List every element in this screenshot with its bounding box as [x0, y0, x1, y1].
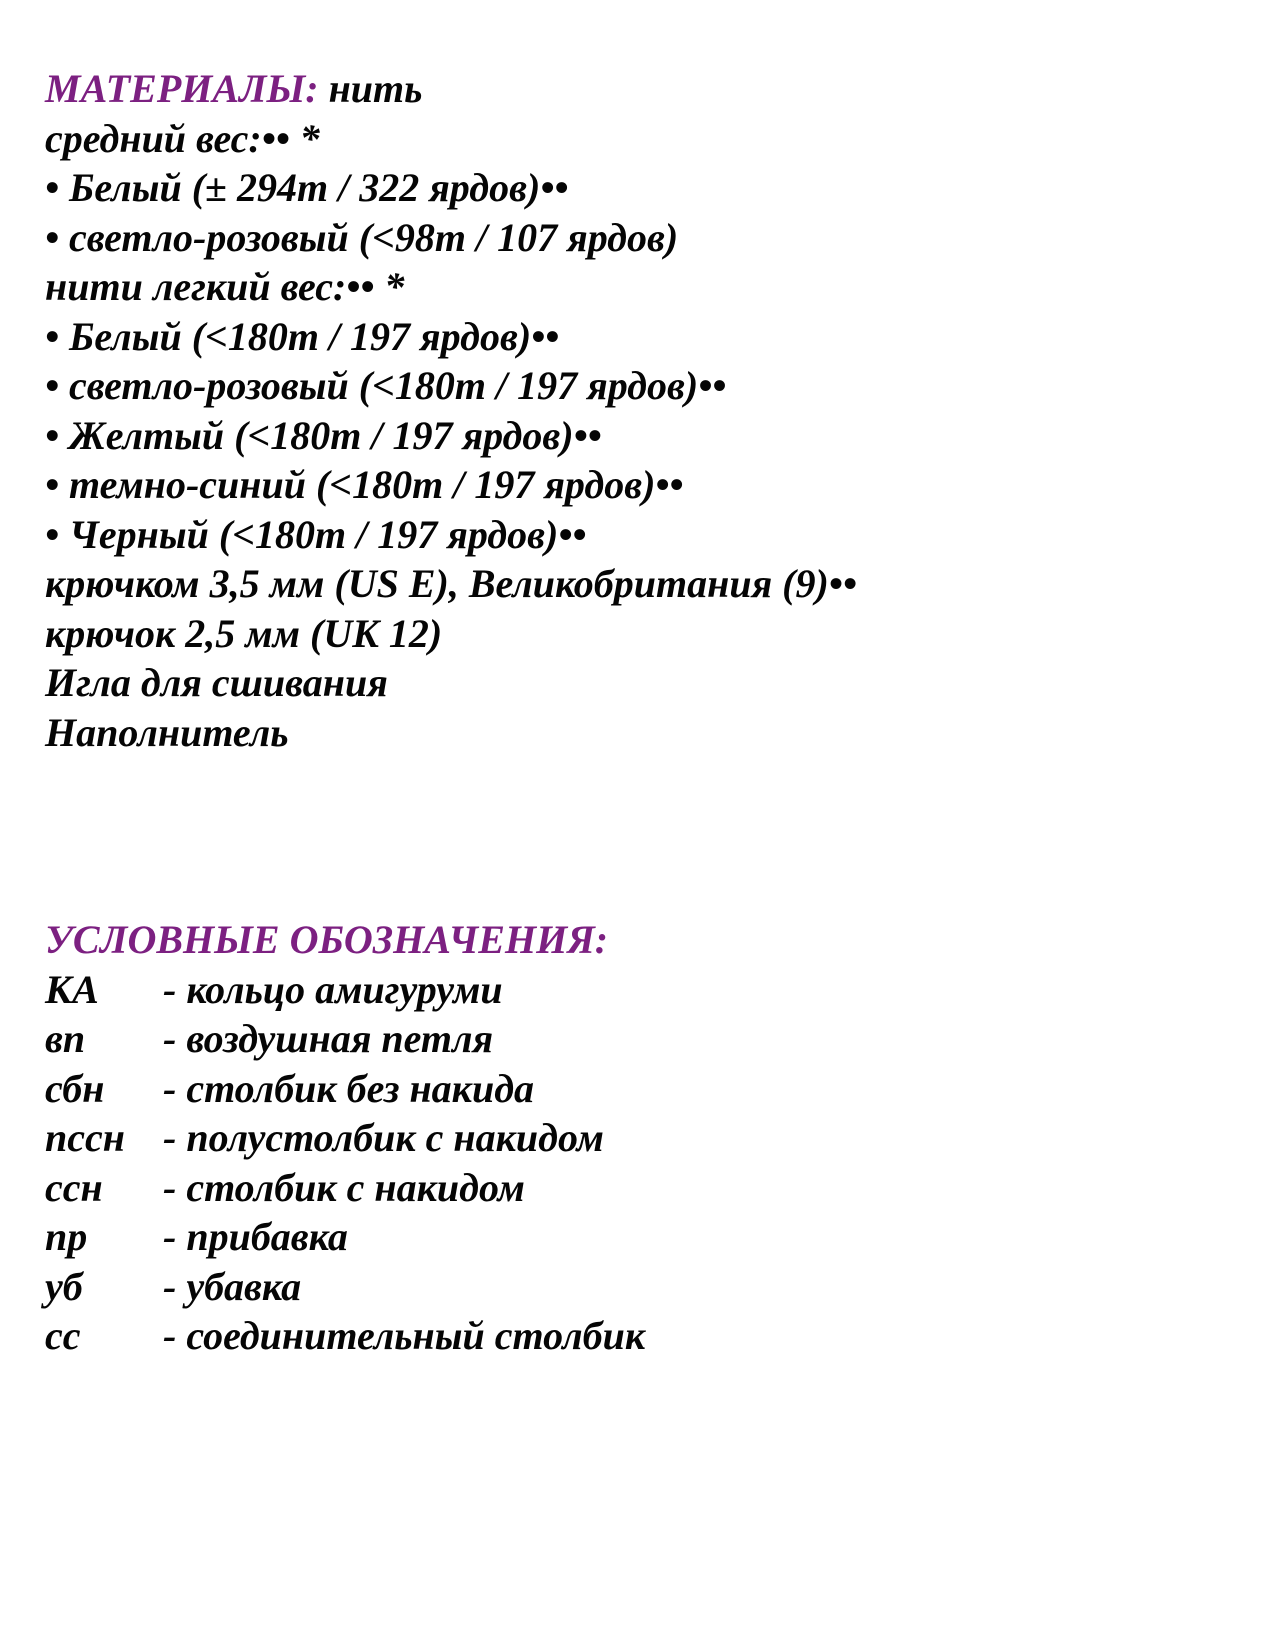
legend-row	[45, 1014, 1245, 1064]
material-line	[45, 361, 1245, 411]
legend-heading: УСЛОВНЫЕ ОБОЗНАЧЕНИЯ:	[45, 917, 609, 962]
legend-term: уб	[45, 1263, 83, 1309]
material-line-text: нити легкий вес:•• *	[45, 264, 405, 309]
material-line	[45, 163, 1245, 213]
material-line	[45, 262, 1245, 312]
material-line	[45, 708, 1245, 758]
legend-definition: - столбик без накида	[163, 1065, 535, 1111]
legend-heading-line	[45, 915, 1245, 965]
material-line	[45, 460, 1245, 510]
material-line	[45, 658, 1245, 708]
legend-section	[45, 915, 1245, 1361]
material-line	[45, 312, 1245, 362]
material-line-text: • светло-розовый (<180т / 197 ярдов)••	[45, 363, 727, 408]
materials-lines	[45, 114, 1245, 758]
material-line-text: средний вес:•• *	[45, 115, 320, 161]
legend-term: сбн	[45, 1065, 105, 1111]
legend-definition: - воздушная петля	[163, 1016, 494, 1061]
material-line	[45, 213, 1245, 263]
legend-row	[45, 1262, 1245, 1312]
legend-row	[45, 1212, 1245, 1262]
materials-heading-suffix: нить	[318, 66, 423, 111]
legend-definition: - соединительный столбик	[163, 1313, 646, 1358]
legend-row	[45, 1064, 1245, 1114]
legend-term: вп	[45, 1016, 86, 1061]
legend-definition: - прибавка	[163, 1214, 348, 1259]
legend-definition: - убавка	[163, 1263, 302, 1309]
legend-term: пссн	[45, 1115, 125, 1160]
legend-term: ссн	[45, 1164, 103, 1210]
legend-row	[45, 1311, 1245, 1361]
material-line	[45, 510, 1245, 560]
material-line-text: Наполнитель	[45, 709, 289, 755]
material-line	[45, 559, 1245, 609]
material-line-text: • Черный (<180т / 197 ярдов)••	[45, 511, 587, 557]
material-line	[45, 609, 1245, 659]
legend-definition: - столбик с накидом	[163, 1164, 525, 1210]
materials-section	[45, 64, 1245, 757]
legend-row	[45, 1163, 1245, 1213]
material-line-text: • темно-синий (<180т / 197 ярдов)••	[45, 462, 684, 507]
legend-items	[45, 965, 1245, 1361]
material-line-text: • Желтый (<180т / 197 ярдов)••	[45, 412, 602, 458]
legend-row	[45, 1113, 1245, 1163]
material-line-text: • Белый (± 294т / 322 ярдов)••	[45, 165, 569, 210]
materials-heading: МАТЕРИАЛЫ:	[45, 66, 319, 111]
legend-term: сс	[45, 1313, 81, 1358]
legend-definition: - кольцо амигуруми	[163, 966, 503, 1012]
material-line-text: крючком 3,5 мм (US E), Великобритания (9)••	[45, 561, 857, 606]
material-line	[45, 114, 1245, 164]
material-line-text: Игла для сшивания	[45, 660, 388, 705]
legend-definition: - полустолбик с накидом	[163, 1115, 604, 1160]
materials-heading-line	[45, 64, 1245, 114]
material-line-text: крючок 2,5 мм (UK 12)	[45, 610, 443, 656]
material-line-text: • Белый (<180т / 197 ярдов)••	[45, 313, 560, 359]
material-line	[45, 411, 1245, 461]
legend-row	[45, 965, 1245, 1015]
legend-term: пр	[45, 1214, 88, 1259]
legend-term: КА	[45, 966, 99, 1012]
material-line-text: • светло-розовый (<98т / 107 ярдов)	[45, 214, 679, 260]
